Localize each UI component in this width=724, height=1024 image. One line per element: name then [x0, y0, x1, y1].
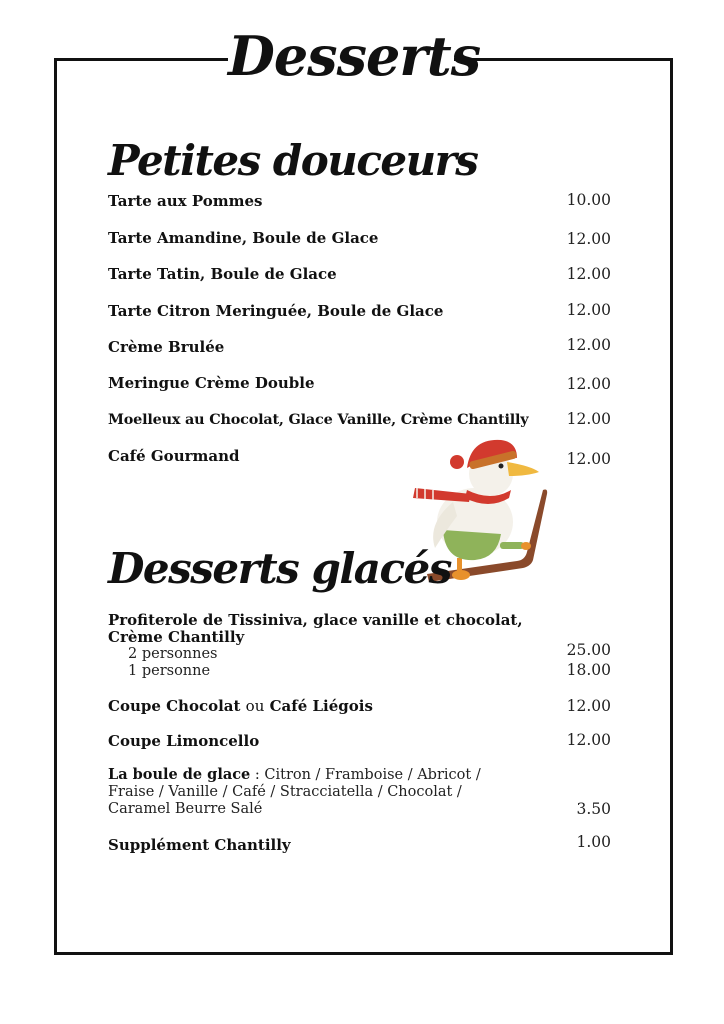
- page-title: Desserts: [228, 18, 454, 94]
- boule-flavors-line1: : Citron / Framboise / Abricot /: [254, 767, 481, 783]
- cafe-liegeois-name: Café Liégois: [269, 697, 373, 715]
- menu-item-price: 12.00: [566, 410, 611, 428]
- menu-item-price: 12.00: [566, 265, 611, 283]
- menu-item-price: 12.00: [566, 450, 611, 468]
- menu-item-name: Tarte aux Pommes: [108, 192, 263, 210]
- coupe-limoncello-name: Coupe Limoncello: [108, 732, 260, 750]
- menu-item-price: 1.00: [576, 833, 611, 851]
- coupe-chocolat-item: [108, 697, 373, 715]
- menu-item-name: Tarte Tatin, Boule de Glace: [108, 265, 337, 283]
- profiterole-option-label: 1 personne: [128, 663, 211, 679]
- section-title-desserts-glaces: Desserts glacés: [108, 544, 451, 593]
- menu-item-price: 12.00: [566, 375, 611, 393]
- boule-flavors-line3: Caramel Beurre Salé: [108, 801, 263, 817]
- menu-item-name: Tarte Amandine, Boule de Glace: [108, 229, 379, 247]
- profiterole-option-price: 18.00: [566, 661, 611, 679]
- menu-item-price: 12.00: [566, 336, 611, 354]
- coupe-joiner: ou: [245, 697, 265, 715]
- profiterole-line1: Profiterole de Tissiniva, glace vanille et chocolat,: [108, 611, 523, 629]
- supplement-chantilly-name: Supplément Chantilly: [108, 836, 291, 854]
- section-title-petites-douceurs: Petites douceurs: [108, 136, 478, 185]
- menu-item-price: 3.50: [576, 800, 611, 818]
- menu-item-price: 12.00: [566, 230, 611, 248]
- boule-flavors-line2: Fraise / Vanille / Café / Stracciatella / Chocolat /: [108, 784, 462, 800]
- profiterole-line2: Crème Chantilly: [108, 628, 245, 646]
- menu-item-name: Tarte Citron Meringuée, Boule de Glace: [108, 302, 444, 320]
- menu-item-price: 10.00: [566, 191, 611, 209]
- boule-de-glace-description: [108, 766, 518, 818]
- menu-item-name: Moelleux au Chocolat, Glace Vanille, Crème Chantilly: [108, 411, 529, 428]
- coupe-chocolat-name: Coupe Chocolat: [108, 697, 241, 715]
- menu-item-name: Meringue Crème Double: [108, 374, 315, 392]
- menu-item-name: Café Gourmand: [108, 447, 240, 465]
- menu-item-name: Crème Brulée: [108, 338, 225, 356]
- profiterole-option-price: 25.00: [566, 641, 611, 659]
- boule-de-glace-name: La boule de glace: [108, 766, 251, 783]
- menu-item-price: 12.00: [566, 731, 611, 749]
- profiterole-option-label: 2 personnes: [128, 646, 218, 662]
- menu-item-price: 12.00: [566, 301, 611, 319]
- menu-item-price: 12.00: [566, 697, 611, 715]
